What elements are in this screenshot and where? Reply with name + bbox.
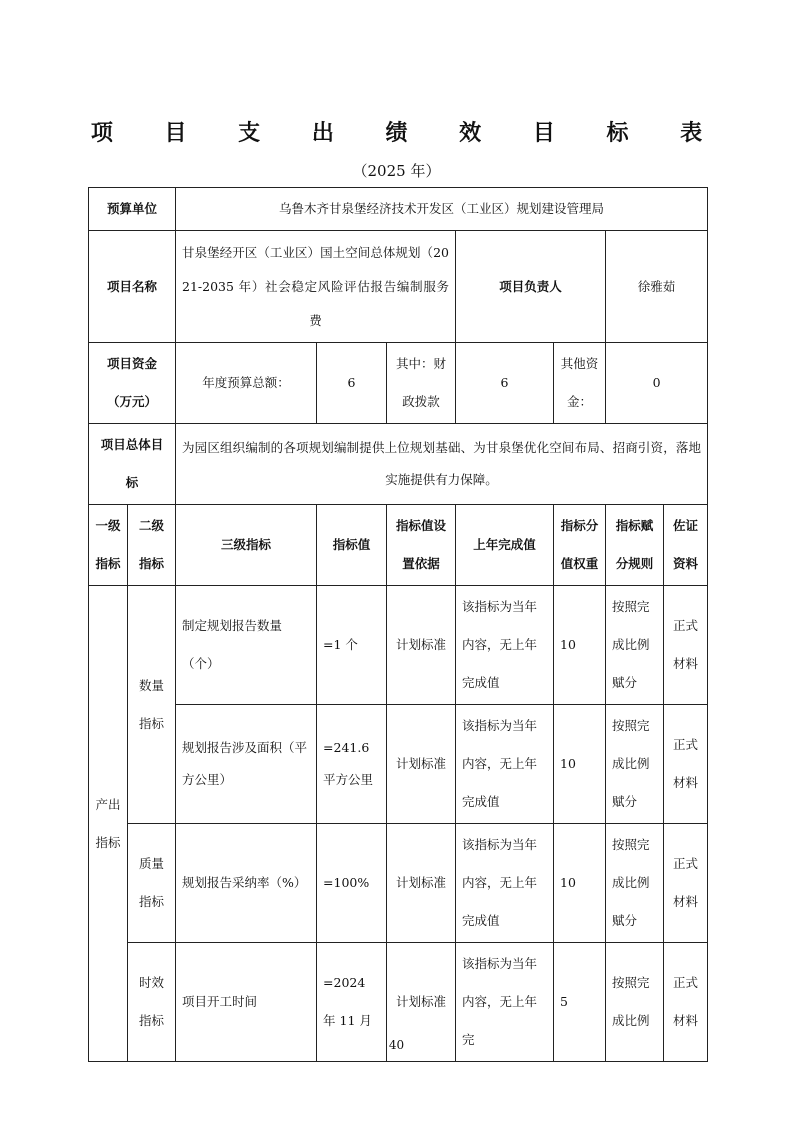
indicator-weight: 10 bbox=[554, 824, 606, 943]
annual-budget-value: 6 bbox=[317, 343, 387, 424]
project-name-label: 项目名称 bbox=[89, 231, 176, 343]
project-leader-label: 项目负责人 bbox=[456, 231, 606, 343]
indicator-value: =100% bbox=[317, 824, 387, 943]
level1-output: 产出指标 bbox=[89, 586, 128, 1062]
funds-label: 项目资金（万元） bbox=[89, 343, 176, 424]
indicator-value: =2024 年 11 月 bbox=[317, 943, 387, 1062]
indicator-rule: 按照完成比例 bbox=[606, 943, 664, 1062]
indicator-evidence: 正式材料 bbox=[664, 943, 708, 1062]
group-quality: 质量指标 bbox=[128, 824, 176, 943]
indicator-evidence: 正式材料 bbox=[664, 705, 708, 824]
indicator-evidence: 正式材料 bbox=[664, 824, 708, 943]
page-subtitle: （2025 年） bbox=[352, 162, 441, 180]
header-value: 指标值 bbox=[317, 505, 387, 586]
indicator-name: 制定规划报告数量（个） bbox=[176, 586, 317, 705]
indicator-last-year: 该指标为当年内容，无上年完 bbox=[456, 943, 554, 1062]
indicator-basis: 计划标准 bbox=[387, 943, 456, 1062]
header-basis: 指标值设置依据 bbox=[387, 505, 456, 586]
fiscal-allocation-label: 其中：财政拨款 bbox=[387, 343, 456, 424]
indicator-value: =1 个 bbox=[317, 586, 387, 705]
indicator-last-year: 该指标为当年内容，无上年完成值 bbox=[456, 824, 554, 943]
indicator-name: 规划报告采纳率（%） bbox=[176, 824, 317, 943]
page-title: 项 目 支 出 绩 效 目 标 表 bbox=[90, 121, 725, 146]
indicator-rule: 按照完成比例赋分 bbox=[606, 586, 664, 705]
indicator-weight: 5 bbox=[554, 943, 606, 1062]
indicator-name: 规划报告涉及面积（平方公里） bbox=[176, 705, 317, 824]
indicator-basis: 计划标准 bbox=[387, 586, 456, 705]
other-funds-label: 其他资金： bbox=[554, 343, 606, 424]
performance-goal-table bbox=[88, 187, 708, 1062]
group-quantity: 数量指标 bbox=[128, 586, 176, 824]
indicator-basis: 计划标准 bbox=[387, 705, 456, 824]
header-level1: 一级指标 bbox=[89, 505, 128, 586]
page-number: 40 bbox=[388, 1038, 405, 1052]
header-last-year: 上年完成值 bbox=[456, 505, 554, 586]
header-weight: 指标分值权重 bbox=[554, 505, 606, 586]
project-name-value: 甘泉堡经开区（工业区）国土空间总体规划（2021-2035 年）社会稳定风险评估报告编制服务费 bbox=[176, 231, 456, 343]
indicator-weight: 10 bbox=[554, 586, 606, 705]
indicator-evidence: 正式材料 bbox=[664, 586, 708, 705]
fiscal-allocation-value: 6 bbox=[456, 343, 554, 424]
header-evidence: 佐证资料 bbox=[664, 505, 708, 586]
indicator-basis: 计划标准 bbox=[387, 824, 456, 943]
group-timeliness: 时效指标 bbox=[128, 943, 176, 1062]
indicator-rule: 按照完成比例赋分 bbox=[606, 824, 664, 943]
header-level3: 三级指标 bbox=[176, 505, 317, 586]
header-rule: 指标赋分规则 bbox=[606, 505, 664, 586]
annual-budget-label: 年度预算总额： bbox=[176, 343, 317, 424]
project-leader-value: 徐雅茹 bbox=[606, 231, 708, 343]
indicator-rule: 按照完成比例赋分 bbox=[606, 705, 664, 824]
other-funds-value: 0 bbox=[606, 343, 708, 424]
budget-unit-label: 预算单位 bbox=[89, 188, 176, 231]
indicator-last-year: 该指标为当年内容，无上年完成值 bbox=[456, 586, 554, 705]
indicator-value: =241.6 平方公里 bbox=[317, 705, 387, 824]
overall-goal-label: 项目总体目标 bbox=[89, 424, 176, 505]
budget-unit-value: 乌鲁木齐甘泉堡经济技术开发区（工业区）规划建设管理局 bbox=[176, 188, 708, 231]
indicator-weight: 10 bbox=[554, 705, 606, 824]
header-level2: 二级指标 bbox=[128, 505, 176, 586]
indicator-name: 项目开工时间 bbox=[176, 943, 317, 1062]
indicator-last-year: 该指标为当年内容，无上年完成值 bbox=[456, 705, 554, 824]
overall-goal-value: 为园区组织编制的各项规划编制提供上位规划基础、为甘泉堡优化空间布局、招商引资，落地实施提供有力保障。 bbox=[176, 424, 708, 505]
